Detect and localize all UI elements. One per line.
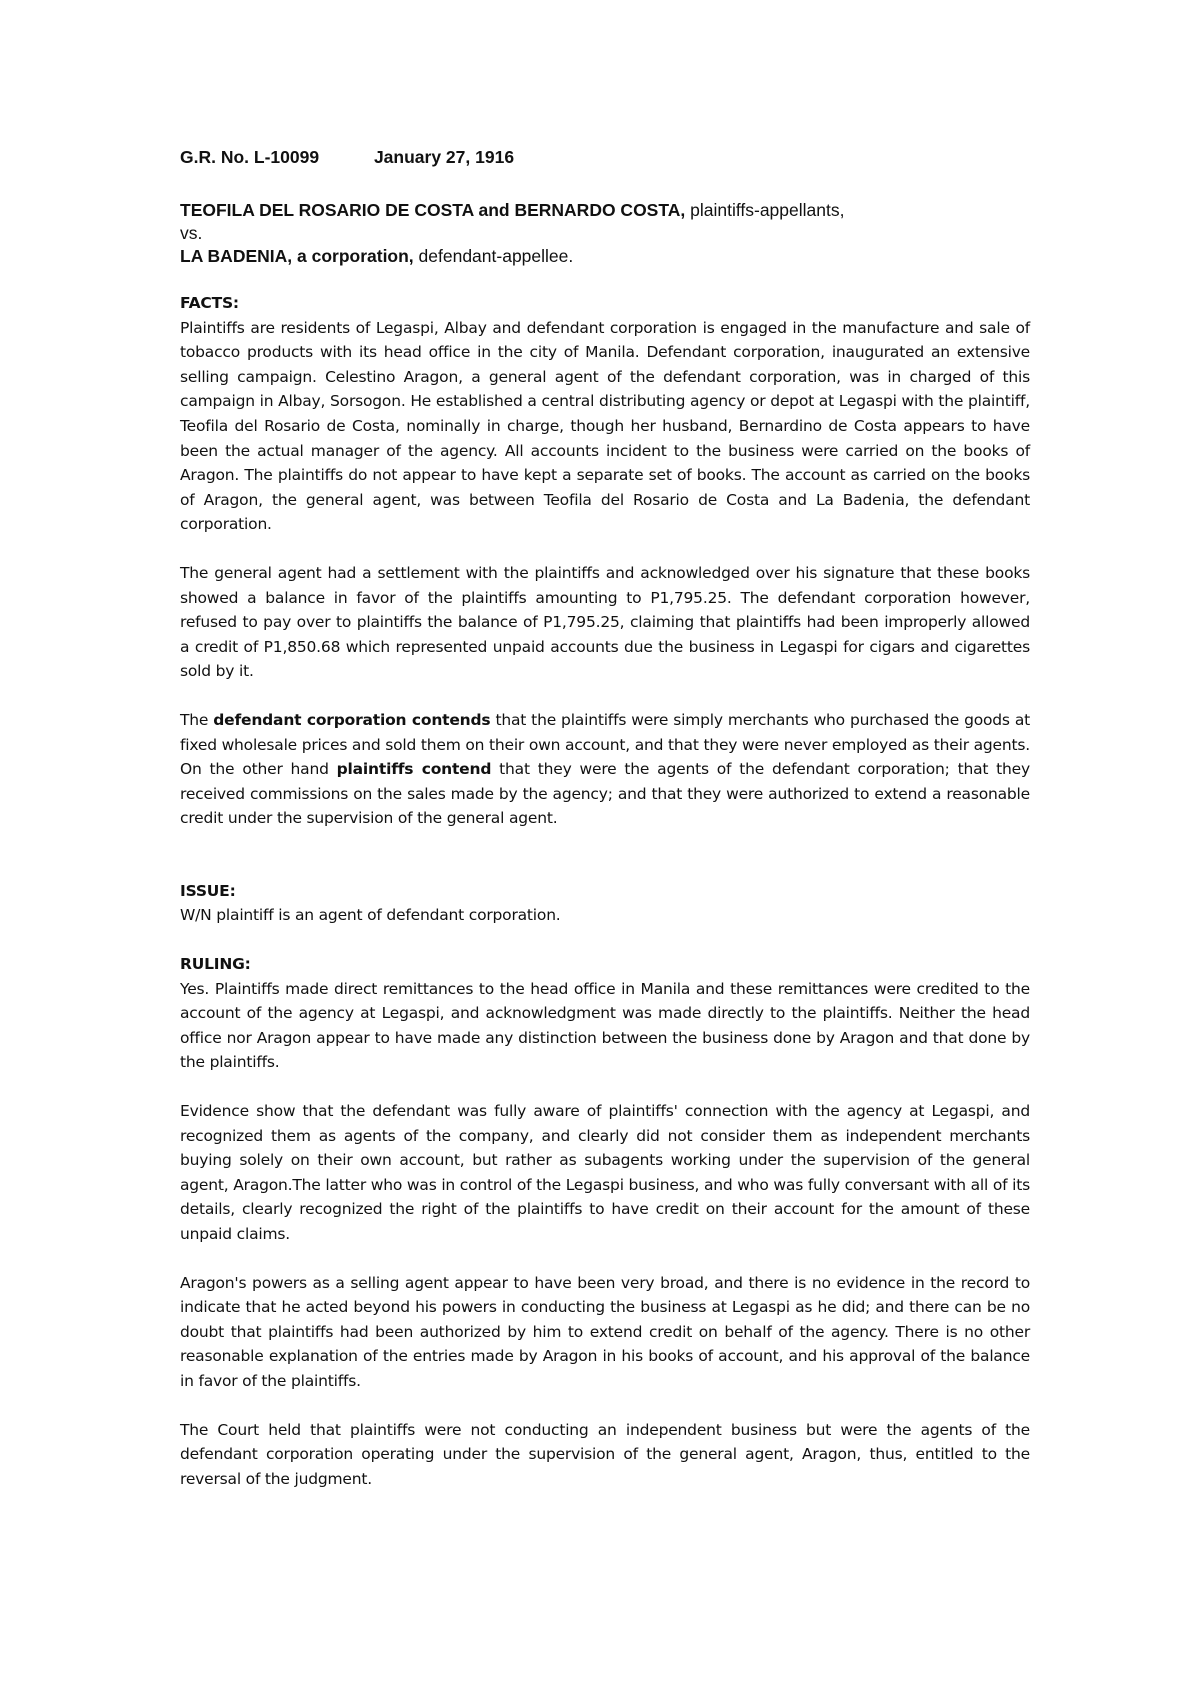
ruling-paragraph-3: Aragon's powers as a selling agent appear to have been very broad, and there is no evidence in the record to indicate that he acted beyond his powers in conducting the business at Legaspi as he did; and there can be no doubt that plaintiffs had been authorized by him to extend credit on behalf of the agency. There is no other reasonable explanation of the entries made by Aragon in his books of account, and his approval of the balance in favor of the plaintiffs. <box>180 1273 1030 1390</box>
versus-line: vs. <box>180 223 203 243</box>
ruling-paragraph-2: Evidence show that the defendant was fully aware of plaintiffs' connection with the agency at Legaspi, and recognized them as agents of the company, and clearly did not consider them as independent merchants buying solely on their own account, but rather as subagents working under the supervision of the general agent, Aragon.The latter who was in control of the Legaspi business, and who was fully conversant with all of its details, clearly recognized the right of the plaintiffs to have credit on their account for the amount of these unpaid claims. <box>180 1102 1030 1243</box>
facts-p3-part-a: The <box>180 710 214 729</box>
issue-text: W/N plaintiff is an agent of defendant corporation. <box>180 906 561 925</box>
facts-heading: FACTS: <box>180 294 239 312</box>
ruling-paragraph-4: The Court held that plaintiffs were not conducting an independent business but were the agents of the defendant corporation operating under the supervision of the general agent, Aragon, thus, entitled to the reversal of the judgment. <box>180 1420 1030 1488</box>
issue-heading: ISSUE: <box>180 881 236 900</box>
plaintiffs-contention-emphasis: plaintiffs contend <box>336 760 492 779</box>
ruling-paragraph-1: Yes. Plaintiffs made direct remittances to the head office in Manila and these remittances were credited to the account of the agency at Legaspi, and acknowledgment was made directly to the plaintiffs. Neither the head office nor Aragon appear to have made any distinction between the business done by Aragon and that done by the plaintiffs. <box>180 979 1030 1072</box>
facts-paragraph-2: The general agent had a settlement with the plaintiffs and acknowledged over his signature that these books showed a balance in favor of the plaintiffs amounting to P1,795.25. The defendant corporation however, refused to pay over to plaintiffs the balance of P1,795.25, claiming that plaintiffs had been improperly allowed a credit of P1,850.68 which represented unpaid accounts due the business in Legaspi for cigars and cigarettes sold by it. <box>180 563 1030 681</box>
defendant-role: defendant-appellee. <box>413 246 574 266</box>
ruling-section <box>180 952 1030 1491</box>
facts-paragraph-1: Plaintiffs are residents of Legaspi, Albay and defendant corporation is engaged in the manufacture and sale of tobacco products with its head office in the city of Manila. Defendant corporation, inaugurated an extensive selling campaign. Celestino Aragon, a general agent of the defendant corporation, was in charged of this campaign in Albay, Sorsogon. He established a central distributing agency or depot at Legaspi with the plaintiff, Teofila del Rosario de Costa, nominally in charge, though her husband, Bernardino de Costa appears to have been the actual manager of the agency. All accounts incident to the business were carried on the books of Aragon. The plaintiffs do not appear to have kept a separate set of books. The account as carried on the books of Aragon, the general agent, was between Teofila del Rosario de Costa and La Badenia, the defendant corporation. <box>180 318 1030 534</box>
defendant-line <box>180 245 1030 268</box>
case-number-line <box>180 146 1030 169</box>
plaintiffs-role: plaintiffs-appellants, <box>685 200 845 220</box>
ruling-heading: RULING: <box>180 955 251 974</box>
decision-date: January 27, 1916 <box>373 147 515 167</box>
facts-p3-part-c: that the plaintiffs were simply merchants who purchased the goods at fixed wholesale prices and sold them on their own account, and that they were never employed as their agents. On the other hand <box>180 710 1030 779</box>
gr-number: G.R. No. L-10099 <box>180 147 320 167</box>
facts-section <box>180 291 1030 831</box>
facts-p3-part-e: that they were the agents of the defendant corporation; that they received commissions on the sales made by the agency; and that they were authorized to extend a reasonable credit under the supervision of the general agent. <box>180 760 1030 828</box>
plaintiffs-line <box>180 199 1030 222</box>
facts-paragraph-3 <box>180 708 1030 831</box>
issue-section <box>180 879 1030 928</box>
defendant-contention-emphasis: defendant corporation contends <box>213 710 491 729</box>
defendant-name: LA BADENIA, a corporation, <box>180 246 414 266</box>
case-header <box>180 146 1030 268</box>
plaintiffs-name: TEOFILA DEL ROSARIO DE COSTA and BERNARDO COSTA, <box>180 200 686 220</box>
